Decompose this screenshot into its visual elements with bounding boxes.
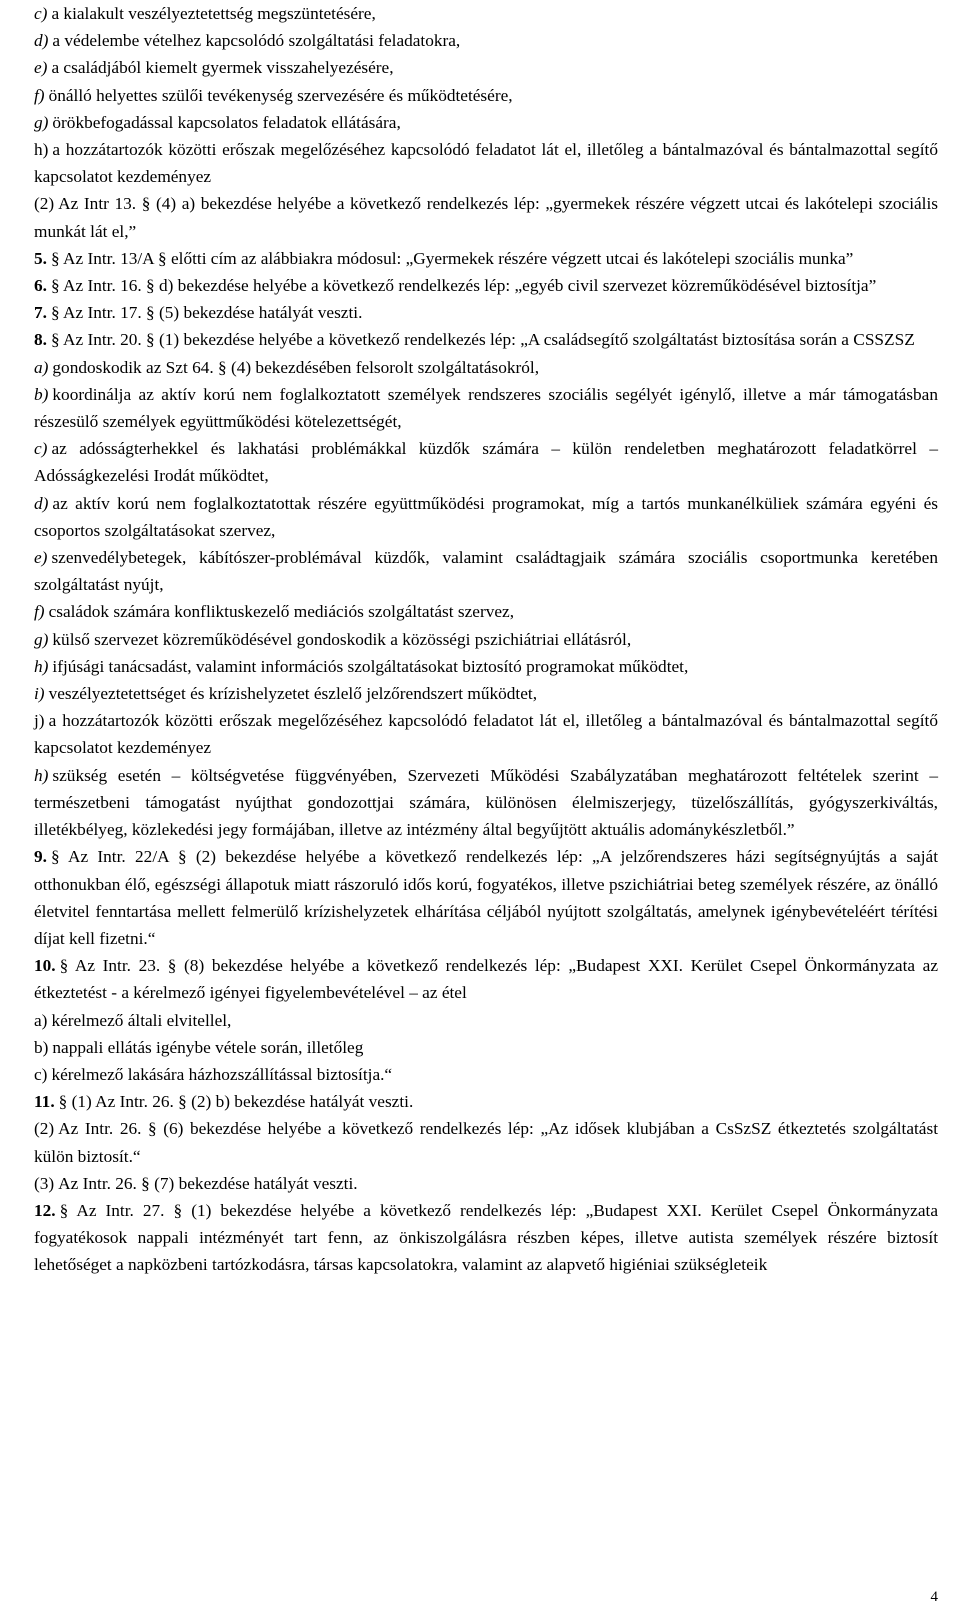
paragraph-label: g): [34, 112, 49, 132]
paragraph-label: 6.: [34, 276, 47, 296]
paragraph-text: § Az Intr. 23. § (8) bekezdése helyébe a következő rendelkezés lép: „Budapest XXI. Kerület Csepel Önkormányzata az étkeztetést - a kérelmező igényei figyelembevételével – az étel: [34, 956, 938, 1003]
paragraph-text: nappali ellátás igénybe vétele során, illetőleg: [52, 1037, 364, 1057]
paragraph-text: az adósságterhekkel és lakhatási problémákkal küzdők számára – külön rendeletben meghatározott feladatkörrel – Adósságkezelési Irodát működtet,: [34, 439, 938, 486]
paragraph-text: örökbefogadással kapcsolatos feladatok ellátására,: [52, 112, 401, 132]
paragraph: [34, 435, 938, 489]
paragraph: [34, 626, 938, 653]
paragraph-label: i): [34, 684, 45, 704]
paragraph-label: e): [34, 58, 48, 78]
paragraph-text: gondoskodik az Szt 64. § (4) bekezdésében felsorolt szolgáltatásokról,: [52, 357, 540, 377]
paragraph: [34, 245, 938, 272]
paragraph: [34, 136, 938, 190]
paragraph-label: e): [34, 548, 48, 568]
paragraph-text: Az Intr. 26. § (6) bekezdése helyébe a következő rendelkezés lép: „Az idősek klubjában a CsSzSZ étkeztetés szolgáltatást külön biztosít.“: [34, 1119, 938, 1166]
paragraph: [34, 653, 938, 680]
paragraph: [34, 762, 938, 844]
paragraph: [34, 82, 938, 109]
paragraph-label: j): [34, 711, 45, 731]
paragraph-text: a családjából kiemelt gyermek visszahelyezésére,: [51, 58, 394, 78]
paragraph-label: a): [34, 357, 49, 377]
paragraph-label: 11.: [34, 1092, 55, 1112]
paragraph-text: az aktív korú nem foglalkoztatottak részére együttműködési programokat, míg a tartós munkanélküliek számára egyéni és csoportos szolgáltatásokat szervez,: [34, 493, 938, 540]
paragraph: [34, 0, 938, 27]
paragraph-text: a védelembe vételhez kapcsolódó szolgáltatási feladatokra,: [52, 31, 461, 51]
paragraph-label: h): [34, 765, 49, 785]
paragraph-label: 12.: [34, 1200, 56, 1220]
paragraph-label: 9.: [34, 847, 47, 867]
paragraph-label: g): [34, 629, 49, 649]
paragraph: [34, 190, 938, 244]
paragraph-label: c): [34, 4, 48, 23]
document-body: [34, 0, 938, 1279]
paragraph-text: családok számára konfliktuskezelő mediációs szolgáltatást szervez,: [48, 602, 515, 622]
paragraph-text: a kialakult veszélyeztetettség megszüntetésére,: [51, 4, 376, 23]
paragraph-text: szükség esetén – költségvetése függvényében, Szervezeti Működési Szabályzatában meghatározott feltételek szerint – természetbeni támogatást nyújthat gondozottjai számára, különösen élelmiszerjegy, tüzelőszállítás, gyógyszerkiváltás, illetékbélyeg, közlekedési jegy formájában, illetve az intézmény által begyűjtött aktuális adománykészletből.”: [34, 765, 938, 840]
paragraph-label: 10.: [34, 956, 56, 976]
paragraph: [34, 354, 938, 381]
paragraph-text: ifjúsági tanácsadást, valamint információs szolgáltatásokat biztosító programokat működtet,: [52, 656, 689, 676]
paragraph-label: d): [34, 31, 49, 51]
paragraph: [34, 109, 938, 136]
paragraph-label: a): [34, 1010, 48, 1030]
paragraph-text: a hozzátartozók közötti erőszak megelőzéséhez kapcsolódó feladatot lát el, illetőleg a bántalmazóval és bántalmazottal segítő kapcsolatot kezdeményez: [34, 711, 938, 758]
paragraph-label: (2): [34, 194, 55, 214]
paragraph-label: c): [34, 439, 48, 459]
paragraph-text: Az Intr 13. § (4) a) bekezdése helyébe a következő rendelkezés lép: „gyermekek részére végzett utcai és lakótelepi szociális munkát lát el,”: [34, 194, 938, 241]
paragraph-text: kérelmező általi elvitellel,: [51, 1010, 232, 1030]
paragraph: [34, 1034, 938, 1061]
paragraph-label: d): [34, 493, 49, 513]
paragraph: [34, 843, 938, 952]
paragraph-text: § Az Intr. 13/A § előtti cím az alábbiakra módosul: „Gyermekek részére végzett utcai és lakótelepi szociális munka”: [50, 248, 854, 268]
paragraph: [34, 272, 938, 299]
paragraph-label: h): [34, 140, 49, 160]
paragraph-text: veszélyeztetettséget és krízishelyzetet észlelő jelzőrendszert működtet,: [48, 684, 538, 704]
paragraph-label: f): [34, 85, 45, 105]
paragraph: [34, 1061, 938, 1088]
paragraph-text: § Az Intr. 17. § (5) bekezdése hatályát veszti.: [50, 303, 363, 323]
paragraph-label: 8.: [34, 330, 47, 350]
paragraph: [34, 707, 938, 761]
paragraph-text: § Az Intr. 27. § (1) bekezdése helyébe a következő rendelkezés lép: „Budapest XXI. Kerület Csepel Önkormányzata fogyatékosok nappali intézményét tart fenn, az önkiszolgálásra részben képes, illetve autista személyek részére biztosít lehetőséget a napközbeni tartózkodásra, társas kapcsolatokra, valamint az alapvető higiéniai szükségleteik: [34, 1200, 938, 1275]
paragraph: [34, 54, 938, 81]
paragraph-text: § (1) Az Intr. 26. § (2) b) bekezdése hatályát veszti.: [58, 1092, 414, 1112]
paragraph-label: 5.: [34, 248, 47, 268]
paragraph-label: c): [34, 1064, 48, 1084]
paragraph: [34, 490, 938, 544]
page-number: 4: [930, 1589, 938, 1605]
paragraph: [34, 299, 938, 326]
paragraph: [34, 1007, 938, 1034]
paragraph-label: f): [34, 602, 45, 622]
paragraph: [34, 326, 938, 353]
paragraph: [34, 952, 938, 1006]
paragraph-text: § Az Intr. 22/A § (2) bekezdése helyébe a következő rendelkezés lép: „A jelzőrendszeres házi segítségnyújtás a saját otthonukban élő, egészségi állapotuk miatt rászoruló idős korú, fogyatékos, illetve pszichiátriai beteg személyek részére, az önálló életvitel fenntartása mellett felmerülő krízishelyzetek elhárítása céljából nyújtott szolgáltatás, amelynek igénybevételéért térítési díjat kell fizetni.“: [34, 847, 938, 948]
paragraph: [34, 381, 938, 435]
paragraph-text: koordinálja az aktív korú nem foglalkoztatott személyek rendszeres szociális segélyét igénylő, illetve a már támogatásban részesülő személyek együttműködési kötelezettségét,: [34, 384, 938, 432]
paragraph-text: külső szervezet közreműködésével gondoskodik a közösségi pszichiátriai ellátásról,: [52, 629, 632, 649]
paragraph: [34, 544, 938, 598]
paragraph-label: b): [34, 384, 49, 404]
paragraph: [34, 680, 938, 707]
paragraph: [34, 27, 938, 54]
paragraph: [34, 1197, 938, 1279]
paragraph: [34, 1170, 938, 1197]
paragraph-text: Az Intr. 26. § (7) bekezdése hatályát veszti.: [58, 1173, 358, 1193]
paragraph-text: kérelmező lakására házhozszállítással biztosítja.“: [51, 1064, 393, 1084]
paragraph-text: önálló helyettes szülői tevékenység szervezésére és működtetésére,: [48, 85, 513, 105]
paragraph-text: § Az Intr. 16. § d) bekezdése helyébe a következő rendelkezés lép: „egyéb civil szervezet közreműködésével biztosítja”: [50, 276, 877, 296]
paragraph: [34, 1115, 938, 1169]
paragraph-text: § Az Intr. 20. § (1) bekezdése helyébe a következő rendelkezés lép: „A családsegítő szolgáltatást biztosítása során a CSSZSZ: [50, 330, 915, 350]
paragraph-label: 7.: [34, 303, 47, 323]
paragraph-label: b): [34, 1037, 49, 1057]
paragraph-label: (3): [34, 1173, 55, 1193]
paragraph-label: h): [34, 656, 49, 676]
paragraph-label: (2): [34, 1119, 55, 1139]
paragraph: [34, 598, 938, 625]
paragraph-text: szenvedélybetegek, kábítószer-problémával küzdők, valamint családtagjaik számára szociális csoportmunka keretében szolgáltatást nyújt,: [34, 548, 938, 595]
paragraph-text: a hozzátartozók közötti erőszak megelőzéséhez kapcsolódó feladatot lát el, illetőleg a bántalmazóval és bántalmazottal segítő kapcsolatot kezdeményez: [34, 140, 938, 187]
paragraph: [34, 1088, 938, 1115]
